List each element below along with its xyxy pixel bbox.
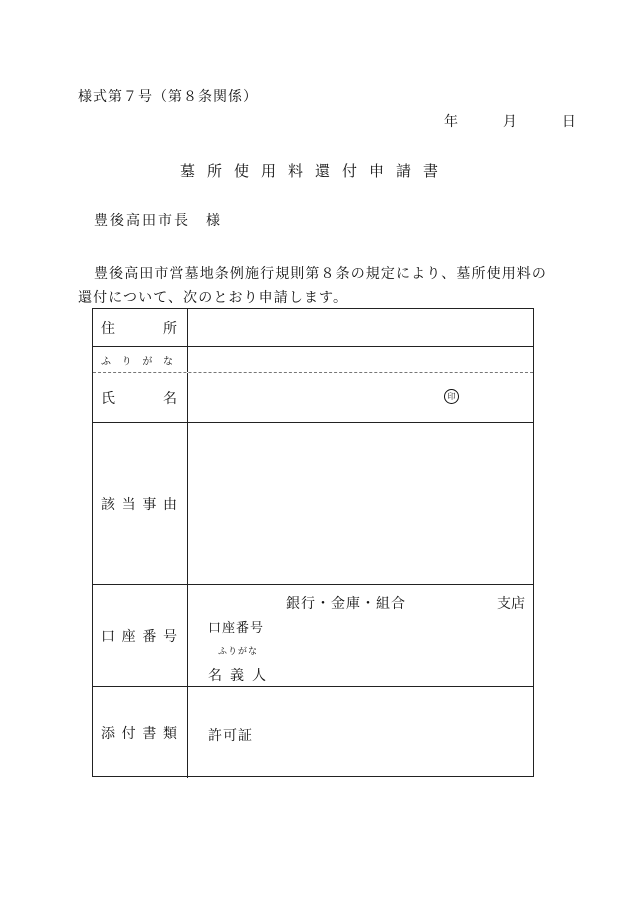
attachments-label-char: 類 bbox=[162, 725, 177, 742]
furigana-label-char: り bbox=[121, 356, 132, 367]
reason-field[interactable] bbox=[188, 423, 533, 584]
reason-label-char: 由 bbox=[162, 496, 177, 513]
reason-row bbox=[93, 423, 533, 585]
furigana-label-char: ふ bbox=[101, 356, 111, 367]
address-label bbox=[93, 309, 188, 346]
date-month: 月 bbox=[502, 114, 517, 130]
branch-label: 支店 bbox=[497, 596, 525, 612]
furigana-label-char: な bbox=[162, 356, 173, 367]
address-label-char: 住 bbox=[101, 320, 115, 337]
name-label-char: 氏 bbox=[101, 390, 115, 407]
name-label-char: 名 bbox=[163, 390, 177, 407]
account-label bbox=[93, 585, 188, 686]
date-line bbox=[444, 111, 576, 131]
furigana-label bbox=[93, 347, 188, 372]
attachments-value: 許可証 bbox=[208, 728, 253, 744]
application-table bbox=[92, 308, 534, 777]
name-field[interactable] bbox=[188, 373, 533, 422]
form-number: 様式第７号（第８条関係） bbox=[78, 89, 258, 105]
addressee: 豊後高田市長 様 bbox=[94, 213, 222, 229]
account-label-char: 座 bbox=[121, 628, 136, 645]
furigana-label-char: が bbox=[142, 356, 153, 367]
attachments-label-char: 書 bbox=[142, 725, 157, 742]
account-row bbox=[93, 585, 533, 687]
date-year: 年 bbox=[444, 114, 458, 130]
name-row bbox=[93, 373, 533, 423]
furigana-field[interactable] bbox=[188, 347, 533, 372]
reason-label bbox=[93, 423, 188, 584]
attachments-label-char: 添 bbox=[101, 725, 115, 742]
name-label bbox=[93, 373, 188, 422]
attachments-label bbox=[93, 687, 188, 778]
address-label-char: 所 bbox=[163, 320, 177, 337]
holder-furigana-label: ふりがな bbox=[218, 647, 259, 657]
bank-type-line: 銀行・金庫・組合 bbox=[286, 596, 406, 612]
seal-mark: 印 bbox=[444, 389, 459, 404]
body-text-content: 豊後高田市営墓地条例施行規則第８条の規定により、墓所使用料の還付について、次のとおり申請します。 bbox=[78, 266, 547, 306]
address-row bbox=[93, 309, 533, 347]
account-field[interactable] bbox=[188, 585, 533, 686]
date-day: 日 bbox=[561, 114, 576, 130]
reason-label-char: 該 bbox=[101, 496, 115, 513]
account-label-char: 番 bbox=[142, 628, 157, 645]
furigana-row bbox=[93, 347, 533, 373]
account-number-label: 口座番号 bbox=[208, 621, 265, 636]
reason-label-char: 当 bbox=[121, 496, 136, 513]
reason-label-char: 事 bbox=[142, 496, 157, 513]
document-title: 墓所使用料還付申請書 bbox=[179, 162, 450, 180]
body-text bbox=[78, 262, 548, 310]
attachments-field[interactable] bbox=[188, 687, 533, 778]
address-field[interactable] bbox=[188, 309, 533, 346]
attachments-label-char: 付 bbox=[121, 725, 136, 742]
account-label-char: 口 bbox=[101, 628, 115, 645]
account-label-char: 号 bbox=[162, 628, 177, 645]
account-holder-label: 名義人 bbox=[208, 668, 274, 684]
attachments-row bbox=[93, 687, 533, 778]
